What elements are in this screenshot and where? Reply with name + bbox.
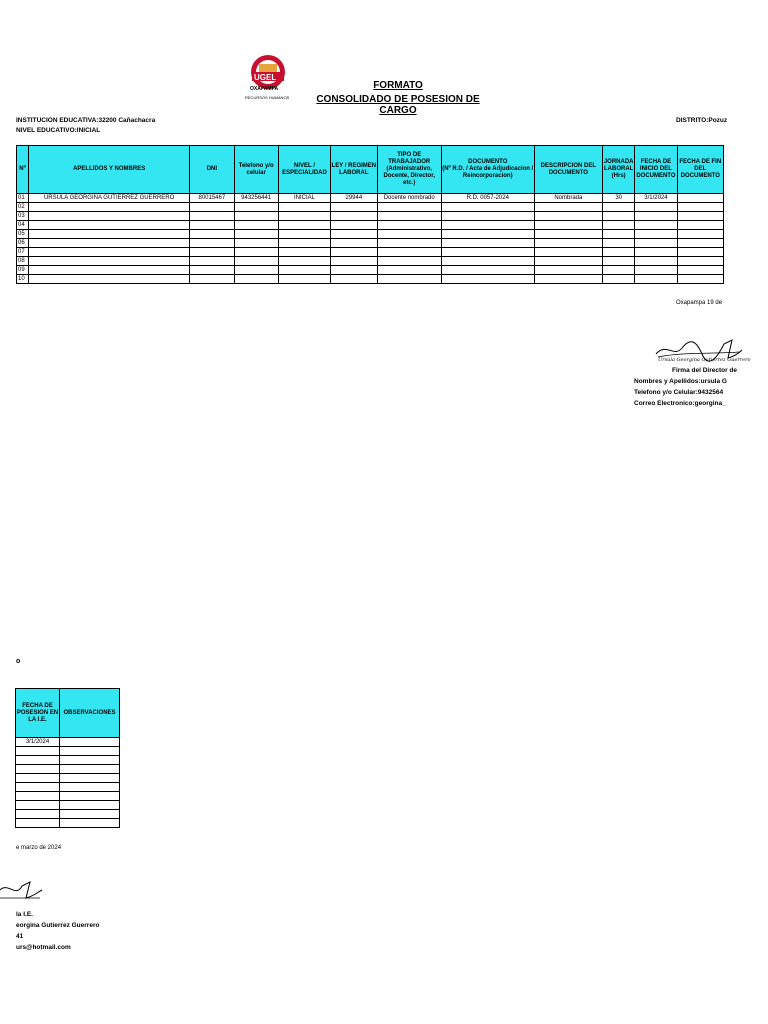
table-cell — [441, 275, 534, 284]
col-header-tipo-title: TIPO DE TRABAJADOR — [388, 152, 431, 165]
table-cell — [234, 221, 278, 230]
table-cell — [331, 257, 377, 266]
table-cell — [635, 221, 677, 230]
table-cell — [331, 212, 377, 221]
table-cell — [278, 257, 330, 266]
col-header-documento-title: DOCUMENTO — [468, 159, 508, 165]
table-cell — [677, 212, 723, 221]
table-cell — [331, 203, 377, 212]
table-cell — [377, 221, 441, 230]
table-row — [16, 747, 120, 756]
table-cell — [331, 266, 377, 275]
table-cell — [278, 266, 330, 275]
table-row — [16, 792, 120, 801]
col-header-fecha-fin: FECHA DE FIN DEL DOCUMENTO — [677, 146, 723, 194]
distrito-label: DISTRITO:Pozuz — [676, 117, 728, 124]
table-cell — [603, 212, 635, 221]
table-cell — [635, 266, 677, 275]
table-cell — [278, 212, 330, 221]
title-line1: FORMATO — [373, 80, 423, 91]
table-cell — [534, 275, 602, 284]
table-cell — [534, 212, 602, 221]
table-cell: Nombrada — [534, 194, 602, 203]
table-cell — [603, 203, 635, 212]
table-row — [16, 801, 120, 810]
institucion-label: INSTITUCION EDUCATIVA:32200 Cañachacra — [16, 117, 156, 124]
table-cell: 30 — [603, 194, 635, 203]
sig-line-1: Firma del Director de — [672, 367, 738, 374]
table-cell — [603, 275, 635, 284]
table-cell — [16, 783, 60, 792]
table-cell — [234, 275, 278, 284]
table-row — [16, 819, 120, 828]
table-cell — [278, 203, 330, 212]
table-row — [17, 203, 724, 212]
sig2-line-2: eorgina Gutierrez Guerrero — [16, 922, 100, 929]
sig-line-2: Nombres y Apellidos:ursula G — [634, 378, 727, 385]
table-cell — [60, 783, 120, 792]
logo-text: UGEL — [254, 73, 277, 82]
table-cell — [377, 212, 441, 221]
signature-image-2 — [0, 876, 46, 908]
table-row — [17, 221, 724, 230]
table-cell — [278, 248, 330, 257]
table-cell — [534, 203, 602, 212]
table-cell — [278, 275, 330, 284]
table-row — [17, 248, 724, 257]
table-cell: 04 — [17, 221, 29, 230]
table-cell: 3/1/2024 — [635, 194, 677, 203]
table-row — [17, 194, 724, 203]
table-cell — [234, 257, 278, 266]
table-cell — [234, 248, 278, 257]
table-cell — [441, 248, 534, 257]
table-row — [17, 230, 724, 239]
table-cell — [60, 765, 120, 774]
table-row — [17, 212, 724, 221]
table-cell: 29944 — [331, 194, 377, 203]
table-cell — [635, 275, 677, 284]
table-cell — [441, 212, 534, 221]
table-cell — [278, 221, 330, 230]
table-cell: Docente nombrado — [377, 194, 441, 203]
table-cell — [16, 801, 60, 810]
table-cell — [635, 212, 677, 221]
col-header-fecha-posesion: FECHA DE POSESION EN LA I.E. — [16, 689, 60, 738]
col-header-telefono: Telefono y/o celular — [234, 146, 278, 194]
table-cell — [677, 221, 723, 230]
table-cell — [603, 239, 635, 248]
table-cell — [677, 257, 723, 266]
table-cell: 03 — [17, 212, 29, 221]
table-cell — [190, 266, 234, 275]
table-cell — [29, 248, 190, 257]
table-cell — [16, 765, 60, 774]
table-cell — [16, 810, 60, 819]
table-cell — [377, 275, 441, 284]
table-cell — [534, 230, 602, 239]
table-cell: 943256441 — [234, 194, 278, 203]
table-cell: 01 — [17, 194, 29, 203]
table-cell: INICIAL — [278, 194, 330, 203]
col-header-nivel: NIVEL / ESPECIALIDAD — [278, 146, 330, 194]
table-row — [17, 257, 724, 266]
table-cell — [441, 230, 534, 239]
table-cell: 80015467 — [190, 194, 234, 203]
table-cell — [441, 257, 534, 266]
table-cell — [534, 266, 602, 275]
table-cell — [16, 747, 60, 756]
table-cell: 08 — [17, 257, 29, 266]
table-cell — [60, 801, 120, 810]
table-cell — [441, 266, 534, 275]
table-cell — [29, 239, 190, 248]
table-cell — [60, 756, 120, 765]
posesion-table-2 — [15, 688, 120, 828]
table-cell — [29, 266, 190, 275]
signature-image — [652, 336, 744, 368]
table-cell — [190, 248, 234, 257]
table-row — [17, 275, 724, 284]
page2-fragment: o — [16, 658, 21, 665]
table-cell — [278, 230, 330, 239]
table-cell — [603, 257, 635, 266]
table-cell — [377, 239, 441, 248]
sig2-line-3: 41 — [16, 933, 24, 940]
place-date-2: e marzo de 2024 — [16, 845, 62, 851]
title-line2: CONSOLIDADO DE POSESION DE CARGO — [316, 94, 480, 116]
sig2-line-4: urs@hotmail.com — [16, 944, 71, 951]
table-cell — [635, 239, 677, 248]
col-header-documento-sub: (Nº R.D. / Acta de Adjudicacion / Reincorporacion) — [442, 166, 534, 179]
logo-subtitle: OXAPAMPA — [250, 86, 279, 92]
table-cell: 05 — [17, 230, 29, 239]
sig-line-4: Correo Electronico:georgina_ — [634, 400, 726, 407]
table-cell — [534, 221, 602, 230]
table-cell — [677, 230, 723, 239]
col-header-num: Nº — [17, 146, 29, 194]
table-cell — [677, 266, 723, 275]
sig-line-3: Telefono y/o Celular:9432564 — [634, 389, 724, 396]
table-cell — [534, 239, 602, 248]
table-cell — [331, 239, 377, 248]
table-cell: 10 — [17, 275, 29, 284]
table-cell — [331, 230, 377, 239]
table-cell — [234, 266, 278, 275]
table-cell — [441, 203, 534, 212]
sig2-line-1: la I.E. — [16, 911, 33, 918]
table-cell — [16, 774, 60, 783]
table-cell — [677, 248, 723, 257]
posesion-table — [16, 145, 724, 284]
table-cell — [60, 738, 120, 747]
table-cell — [635, 257, 677, 266]
table-cell — [441, 239, 534, 248]
table-cell — [29, 275, 190, 284]
table-cell — [190, 203, 234, 212]
table-cell — [677, 239, 723, 248]
nivel-label: NIVEL EDUCATIVO:INICIAL — [16, 127, 101, 134]
table-cell — [60, 819, 120, 828]
table-cell — [190, 275, 234, 284]
table-cell — [234, 230, 278, 239]
table-cell — [635, 230, 677, 239]
col-header-nombres: APELLIDOS Y NOMBRES — [29, 146, 190, 194]
col-header-ley: LEY / REGIMEN LABORAL — [331, 146, 377, 194]
table-cell — [331, 248, 377, 257]
table-row — [16, 783, 120, 792]
table-cell: 07 — [17, 248, 29, 257]
table-cell — [377, 248, 441, 257]
table-cell — [377, 230, 441, 239]
table-cell — [190, 239, 234, 248]
table-cell — [677, 275, 723, 284]
table-cell — [377, 203, 441, 212]
table-cell: 02 — [17, 203, 29, 212]
table-row — [16, 810, 120, 819]
table-cell — [234, 239, 278, 248]
table-cell — [190, 230, 234, 239]
table-cell — [234, 212, 278, 221]
col-header-descripcion: DESCRIPCION DEL DOCUMENTO — [534, 146, 602, 194]
table-cell — [441, 221, 534, 230]
table-cell — [331, 221, 377, 230]
col-header-observaciones: OBSERVACIONES — [60, 689, 120, 738]
table-cell — [603, 248, 635, 257]
table-cell — [16, 819, 60, 828]
col-header-tipo-sub: (Administrativo, Docente, Director, etc.) — [383, 166, 435, 186]
table-cell — [190, 221, 234, 230]
table-cell — [60, 792, 120, 801]
table-cell — [60, 810, 120, 819]
table-cell — [331, 275, 377, 284]
table-cell — [16, 756, 60, 765]
table-cell — [29, 203, 190, 212]
table-cell — [29, 212, 190, 221]
place-date-1: Oxapampa 19 de — [676, 300, 723, 306]
col-header-jornada: JORNADA LABORAL (Hrs) — [603, 146, 635, 194]
table-cell — [534, 257, 602, 266]
table-cell — [29, 221, 190, 230]
col-header-fecha-inicio: FECHA DE INICIO DEL DOCUMENTO — [635, 146, 677, 194]
table-cell — [377, 266, 441, 275]
table-cell — [234, 203, 278, 212]
table-cell: R.D. 0057-2024 — [441, 194, 534, 203]
table-cell — [534, 248, 602, 257]
table-cell — [60, 747, 120, 756]
table-row — [16, 774, 120, 783]
signature-script: Ursula Georgina Gutierrez Guerrero — [658, 357, 751, 363]
table-cell: 06 — [17, 239, 29, 248]
table-cell — [603, 230, 635, 239]
table-cell — [60, 774, 120, 783]
table-row — [17, 266, 724, 275]
col-header-documento — [441, 146, 534, 194]
table-cell — [635, 248, 677, 257]
col-header-tipo — [377, 146, 441, 194]
table-cell: URSULA GEORGINA GUTIERREZ GUERRERO — [29, 194, 190, 203]
table-cell — [29, 257, 190, 266]
table-cell — [635, 203, 677, 212]
table-cell — [16, 792, 60, 801]
table-row — [16, 738, 120, 747]
table-cell — [603, 266, 635, 275]
table-cell — [190, 257, 234, 266]
table-cell: 09 — [17, 266, 29, 275]
table-cell — [677, 194, 723, 203]
table-row — [17, 239, 724, 248]
table-cell — [29, 230, 190, 239]
logo-caption: RECURSOS HUMANOS — [245, 95, 290, 100]
table-row — [16, 756, 120, 765]
table-cell — [677, 203, 723, 212]
col-header-dni: DNI — [190, 146, 234, 194]
table-cell — [603, 221, 635, 230]
table-cell — [278, 239, 330, 248]
table-cell — [190, 212, 234, 221]
table-row — [16, 765, 120, 774]
table-cell — [377, 257, 441, 266]
table-cell: 3/1/2024 — [16, 738, 60, 747]
